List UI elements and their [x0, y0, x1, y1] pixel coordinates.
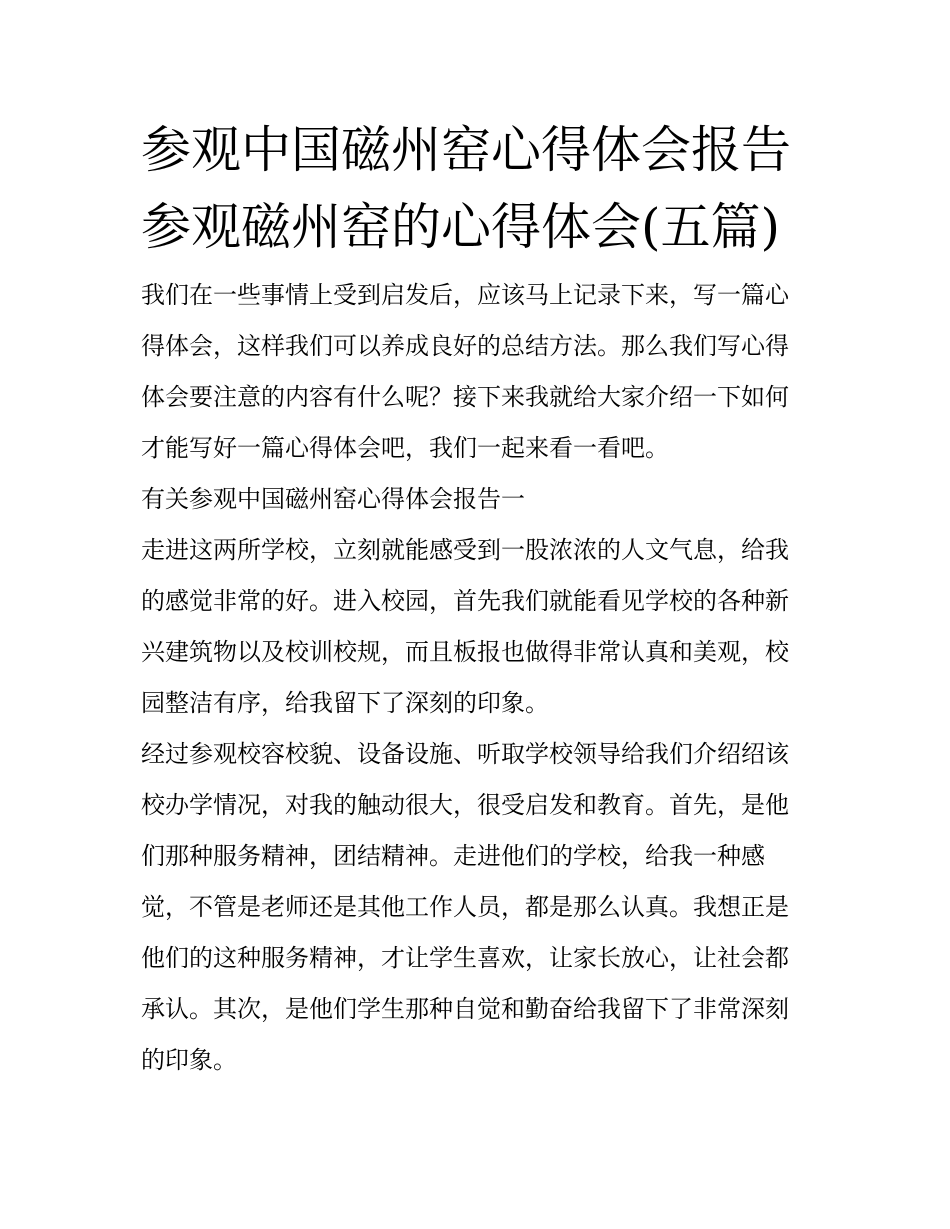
text-line-p2-3: 们那种服务精神，团结精神。走进他们的学校，给我一种感 — [141, 842, 765, 870]
text-line-p1-3: 兴建筑物以及校训校规，而且板报也做得非常认真和美观，校 — [141, 638, 789, 666]
document-page — [141, 112, 813, 1086]
text-line-p2-5: 他们的这种服务精神，才让学生喜欢，让家长放心，让社会都 — [141, 944, 789, 972]
text-line-p2-4: 觉，不管是老师还是其他工作人员，都是那么认真。我想正是 — [141, 893, 789, 921]
text-line-p2-2: 校办学情况，对我的触动很大，很受启发和教育。首先，是他 — [141, 791, 789, 819]
section-heading: 有关参观中国磁州窑心得体会报告一 — [141, 485, 525, 513]
text-line-p1-2: 的感觉非常的好。进入校园，首先我们就能看见学校的各种新 — [141, 587, 789, 615]
text-line-p2-7: 的印象。 — [141, 1046, 237, 1074]
text-line-intro-4: 才能写好一篇心得体会吧，我们一起来看一看吧。 — [141, 434, 669, 462]
document-title-line-1: 参观中国磁州窑心得体会报告 — [141, 121, 791, 179]
text-line-p1-1: 走进这两所学校，立刻就能感受到一股浓浓的人文气息，给我 — [141, 536, 789, 564]
text-line-p2-6: 承认。其次，是他们学生那种自觉和勤奋给我留下了非常深刻 — [141, 995, 789, 1023]
text-line-intro-2: 得体会，这样我们可以养成良好的总结方法。那么我们写心得 — [141, 332, 789, 360]
document-title-line-2: 参观磁州窑的心得体会(五篇) — [141, 198, 781, 256]
text-line-p2-1: 经过参观校容校貌、设备设施、听取学校领导给我们介绍绍该 — [141, 740, 789, 768]
text-line-intro-3: 体会要注意的内容有什么呢？接下来我就给大家介绍一下如何 — [141, 383, 789, 411]
text-line-intro-1: 我们在一些事情上受到启发后，应该马上记录下来，写一篇心 — [141, 281, 789, 309]
text-line-p1-4: 园整洁有序，给我留下了深刻的印象。 — [141, 689, 549, 717]
